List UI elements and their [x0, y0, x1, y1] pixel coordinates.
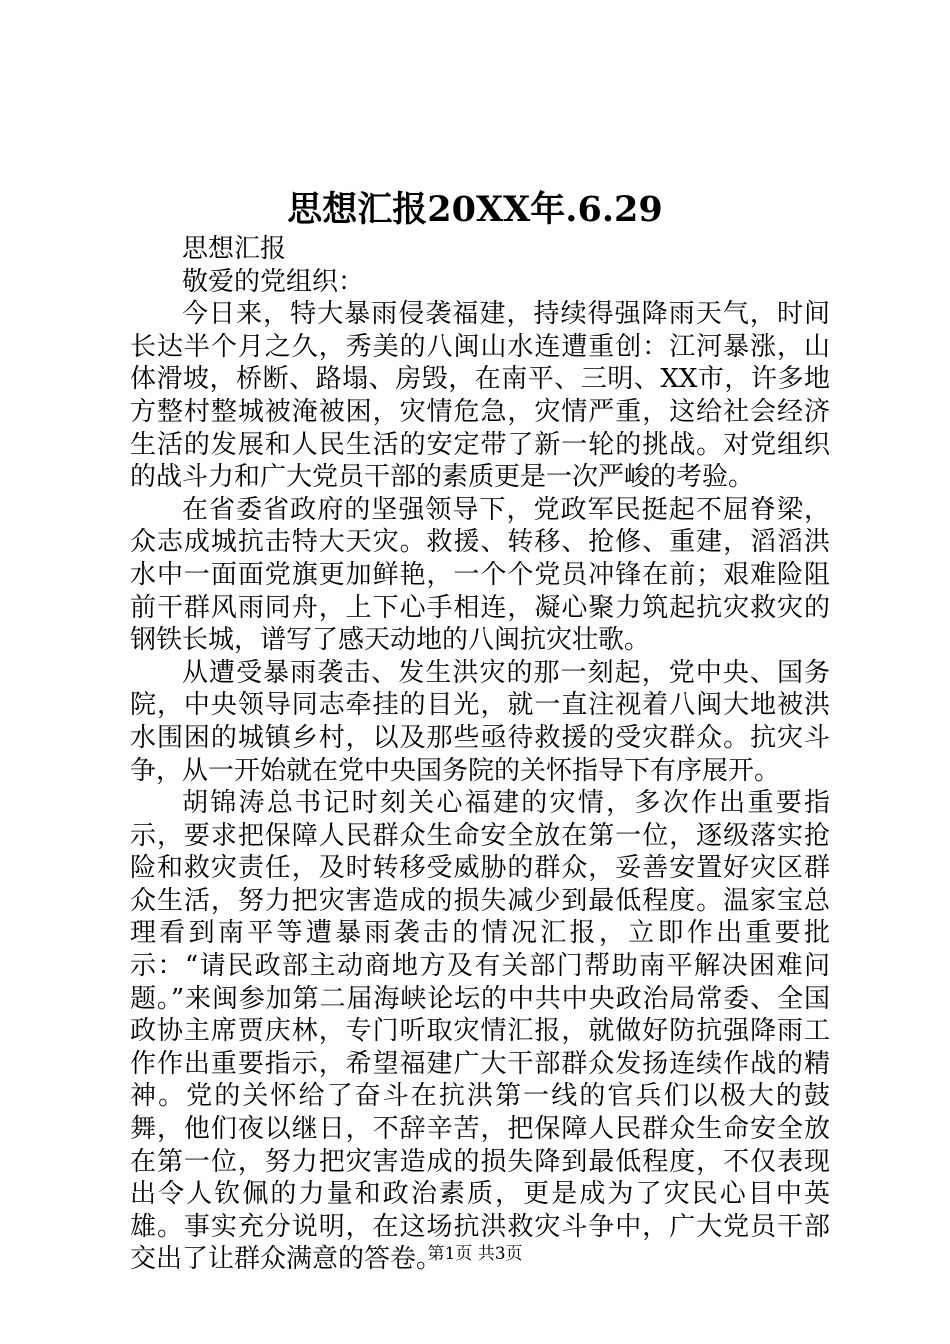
paragraph: 从遭受暴雨袭击、发生洪灾的那一刻起，党中央、国务院，中央领导同志牵挂的目光，就一直注视着八闽大地被洪水围困的城镇乡村，以及那些亟待救援的受灾群众。抗灾斗争，从一开始就在党中央国务院的关怀指导下有序展开。 — [130, 657, 830, 786]
document-body — [130, 233, 830, 1276]
paragraph-heading: 思想汇报 — [182, 234, 287, 264]
paragraph: 在省委省政府的坚强领导下，党政军民挺起不屈脊梁，众志成城抗击特大天灾。救援、转移、抢修、重建，滔滔洪水中一面面党旗更加鲜艳，一个个党员冲锋在前；艰难险阻前干群风雨同舟，上下心手相连，凝心聚力筑起抗灾救灾的钢铁长城，谱写了感天动地的八闽抗灾壮歌。 — [130, 494, 830, 656]
paragraph: 胡锦涛总书记时刻关心福建的灾情，多次作出重要指示，要求把保障人民群众生命安全放在第一位，逐级落实抢险和救灾责任，及时转移受威胁的群众，妥善安置好灾区群众生活，努力把灾害造成的损失减少到最低程度。温家宝总理看到南平等遭暴雨袭击的情况汇报，立即作出重要批示：“请民政部主动商地方及有关部门帮助南平解决困难问题。”来闽参加第二届海峡论坛的中共中央政治局常委、全国政协主席贾庆林，专门听取灾情汇报，就做好防抗强降雨工作作出重要指示，希望福建广大干部群众发扬连续作战的精神。党的关怀给了奋斗在抗洪第一线的官兵们以极大的鼓舞，他们夜以继日，不辞辛苦，把保障人民群众生命安全放在第一位，努力把灾害造成的损失降到最低程度，不仅表现出令人钦佩的力量和政治素质，更是成为了灾民心目中英雄。事实充分说明，在这场抗洪救灾斗争中，广大党员干部交出了让群众满意的答卷。 — [130, 788, 830, 1275]
paragraph: 今日来，特大暴雨侵袭福建，持续得强降雨天气，时间长达半个月之久，秀美的八闽山水连遭重创：江河暴涨，山体滑坡，桥断、路塌、房毁，在南平、三明、XX市，许多地方整村整城被淹被困，灾情危急，灾情严重，这给社会经济生活的发展和人民生活的安定带了新一轮的挑战。对党组织的战斗力和广大党员干部的素质更是一次严峻的考验。 — [130, 299, 830, 493]
page-footer: 第1页 共3页 — [427, 1244, 523, 1264]
paragraph-salutation: 敬爱的党组织： — [182, 266, 365, 297]
document-title: 思想汇报20XX年.6.29 — [287, 189, 663, 230]
